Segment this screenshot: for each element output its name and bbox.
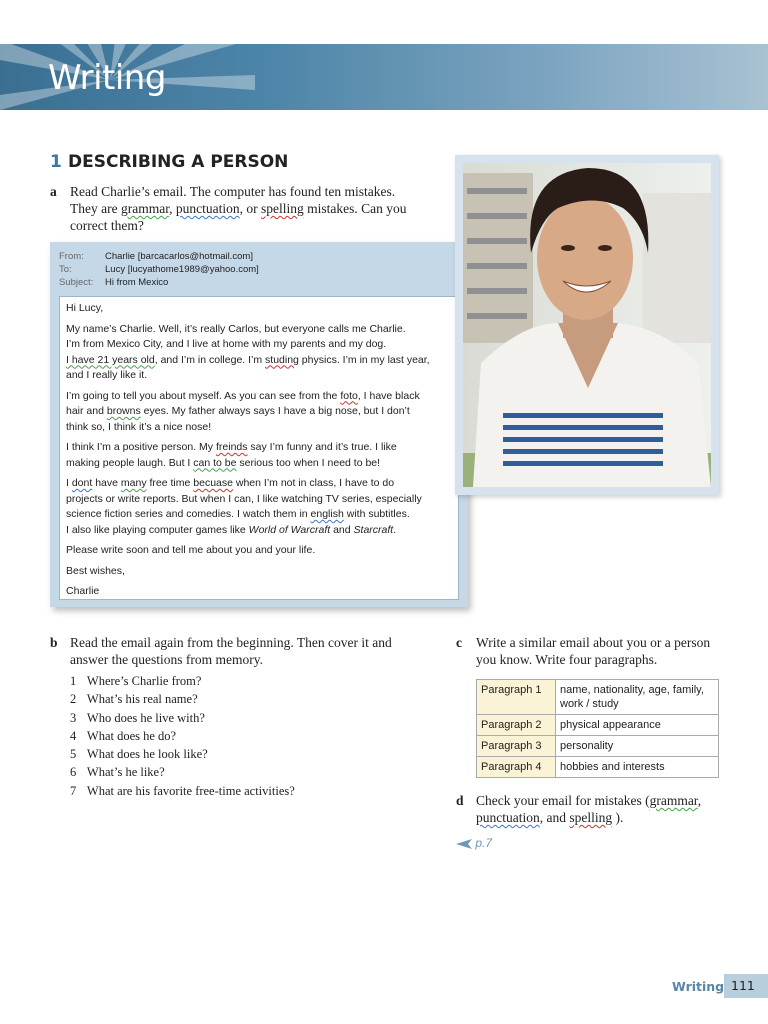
email-closing: Best wishes, [66, 564, 125, 577]
table-row: Paragraph 2 physical appearance [477, 715, 719, 736]
email-greeting: Hi Lucy, [66, 302, 104, 314]
list-item: 2 What’s his real name? [70, 692, 198, 707]
email-paragraph-4: I dont have many free time becuase when I’m not in class, I have to do projects or write reports. But when I can, I like watching TV series, especially science fiction series and comedies. I watch them in english with subtitles. I also like playing computer games like World of Warcraft and Starcraft. [66, 477, 422, 536]
arrow-left-icon [456, 839, 472, 849]
part-c-instructions: Write a similar email about you or a person you know. Write four paragraphs. [476, 635, 711, 667]
page-number: 111 [731, 978, 755, 993]
list-item: 1 Where’s Charlie from? [70, 674, 202, 688]
email-paragraph-5: Please write soon and tell me about you and your life. [66, 544, 316, 556]
list-item: 4 What does he do? [70, 728, 177, 743]
email-paragraph-2: I’m going to tell you about myself. As you can see from the foto, I have black hair and browns eyes. My father always says I have a big nose, but I don’t think so, I think it’s a nice nose! [66, 389, 420, 433]
table-row: Paragraph 3 personality [477, 736, 719, 757]
section-title: DESCRIBING A PERSON [68, 152, 289, 172]
paragraph-table [476, 679, 719, 778]
email-header: From: Charlie [barcacarlos@hotmail.com] To: Lucy [lucyathome1989@yahoo.com] Subject: Hi from Mexico [59, 251, 259, 288]
part-d-instructions: Check your email for mistakes (grammar, punctuation, and spelling ). [476, 793, 702, 825]
list-item: 3 Who does he live with? [70, 710, 205, 725]
email-paragraph-1: My name’s Charlie. Well, it’s really Carlos, but everyone calls me Charlie. I’m from Mexico City, and I live at home with my parents and my dog. I have 21 years old, and I’m in college. I’m studing physics. I’m in my last year, and I really like it. [66, 322, 430, 381]
part-a-instructions: Read Charlie’s email. The computer has found ten mistakes. They are grammar, punctuation, or spelling mistakes. Can you correct them? [70, 184, 407, 233]
footer-section-name: Writing [672, 979, 725, 994]
page-reference-link[interactable]: p.7 [456, 836, 492, 850]
part-d-letter: d [456, 793, 464, 808]
email-paragraph-3: I think I’m a positive person. My freinds say I’m funny and it’s true. I like making people laugh. But I can to be serious too when I need to be! [66, 441, 397, 469]
list-item: 7 What are his favorite free-time activities? [70, 783, 295, 798]
table-row: Paragraph 4 hobbies and interests [477, 757, 719, 778]
page-title: Writing [48, 58, 166, 98]
question-list [70, 672, 295, 800]
charlie-photo [463, 163, 711, 487]
list-item: 5 What does he look like? [70, 747, 208, 762]
part-a-letter: a [50, 184, 57, 199]
part-b-instructions: Read the email again from the beginning. Then cover it and answer the questions from memory. [70, 635, 392, 667]
email-signature: Charlie [66, 585, 100, 597]
part-b-letter: b [50, 635, 58, 650]
table-row: Paragraph 1 name, nationality, age, family, work / study [477, 680, 719, 715]
part-c-letter: c [456, 635, 462, 650]
list-item: 6 What’s he like? [70, 765, 165, 780]
email-body [59, 296, 459, 600]
section-number: 1 [50, 152, 62, 172]
